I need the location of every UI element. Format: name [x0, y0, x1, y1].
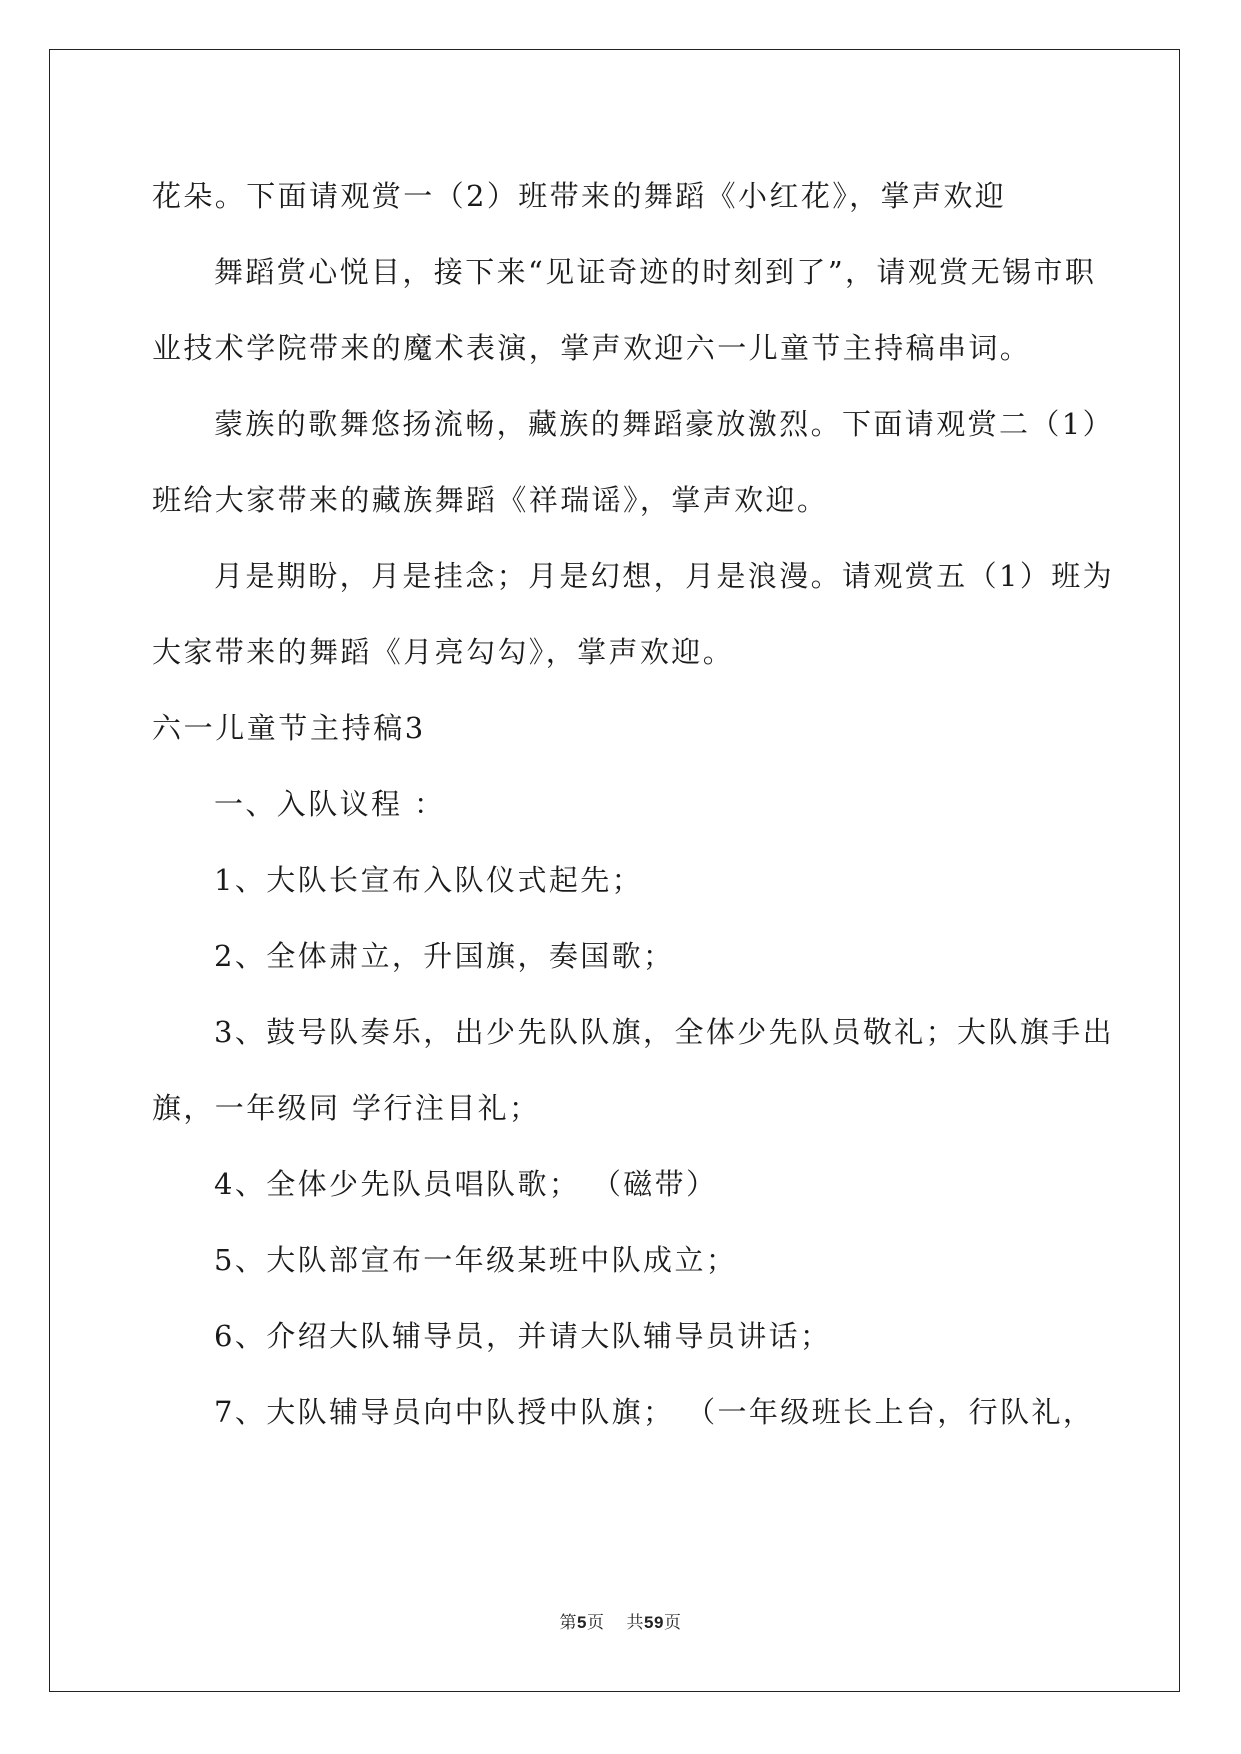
total-pages: 59: [644, 1613, 664, 1632]
section-heading: 六一儿童节主持稿3: [152, 711, 426, 745]
page-prefix: 第: [559, 1613, 578, 1632]
paragraph-line: 花朵。下面请观赏一（2）班带来的舞蹈《小红花》，掌声欢迎: [152, 179, 1007, 213]
paragraph-line: 班给大家带来的藏族舞蹈《祥瑞谣》，掌声欢迎。: [152, 483, 829, 517]
agenda-title: 一、入队议程 ：: [214, 787, 446, 821]
paragraph-line: 业技术学院带来的魔术表演，掌声欢迎六一儿童节主持稿串词。: [152, 331, 1032, 365]
page-suffix: 页: [587, 1613, 605, 1632]
agenda-item-continuation: 旗，一年级同 学行注目礼；: [152, 1091, 541, 1125]
page-footer: [0, 1608, 1241, 1633]
agenda-item: 2、全体肃立，升国旗，奏国歌；: [214, 939, 675, 973]
paragraph-line: 舞蹈赏心悦目，接下来“见证奇迹的时刻到了”，请观赏无锡市职: [214, 255, 1097, 289]
agenda-item: 1、大队长宣布入队仪式起先；: [214, 863, 644, 897]
paragraph-line: 月是期盼，月是挂念；月是幻想，月是浪漫。请观赏五（1）班为: [214, 559, 1115, 593]
paragraph-line: 大家带来的舞蹈《月亮勾勾》，掌声欢迎。: [152, 635, 735, 669]
agenda-item: 4、全体少先队员唱队歌； （磁带）: [214, 1167, 718, 1201]
paragraph-line: 蒙族的歌舞悠扬流畅，藏族的舞蹈豪放激烈。下面请观赏二（1）: [214, 407, 1115, 441]
page-number: 5: [577, 1613, 588, 1632]
total-prefix: 共: [626, 1613, 645, 1632]
document-body: [152, 158, 1115, 1450]
total-suffix: 页: [663, 1613, 682, 1632]
agenda-item: 7、大队辅导员向中队授中队旗； （一年级班长上台，行队礼，: [214, 1395, 1095, 1429]
agenda-item: 5、大队部宣布一年级某班中队成立；: [214, 1243, 738, 1277]
agenda-item: 6、介绍大队辅导员，并请大队辅导员讲话；: [214, 1319, 832, 1353]
agenda-item: 3、鼓号队奏乐，出少先队队旗，全体少先队员敬礼；大队旗手出: [214, 1015, 1115, 1049]
